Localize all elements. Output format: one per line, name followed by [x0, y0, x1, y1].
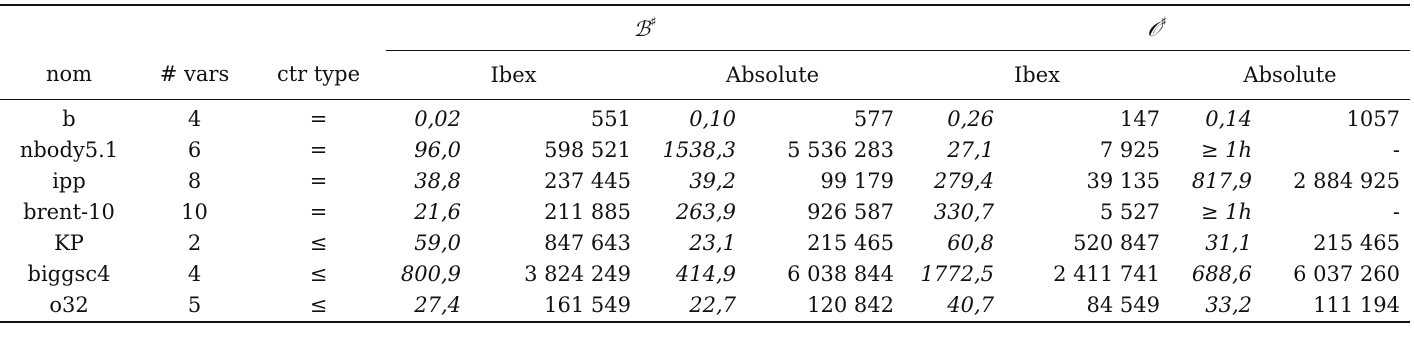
cell-b-ibex-nodes: 211 885 — [544, 200, 631, 224]
group-b-sharp: ♯ — [650, 15, 657, 30]
cell-b-ibex-time: 59,0 — [414, 231, 461, 255]
cell-o-ibex-time: 330,7 — [933, 200, 994, 224]
cell-o-abs-time: 31,1 — [1205, 231, 1252, 255]
col-header-nom: nom — [0, 51, 138, 100]
group-o-sharp: ♯ — [1160, 15, 1167, 30]
cell-vars: 10 — [181, 200, 208, 224]
cell-b-ibex-nodes: 161 549 — [489, 290, 641, 322]
cell-b-ibex-time: 96,0 — [414, 138, 461, 162]
cell-o-abs-time: 33,2 — [1170, 290, 1280, 322]
cell-nom: brent-10 — [23, 200, 115, 224]
cell-ctr-type: = — [309, 200, 328, 224]
cell-vars: 2 — [187, 231, 202, 255]
cell-o-ibex-nodes: 84 549 — [1022, 290, 1170, 322]
cell-o-abs-time: ≥ 1h — [1200, 200, 1252, 224]
cell-o-abs-nodes: 215 465 — [1313, 231, 1400, 255]
cell-o-abs-nodes: 111 194 — [1280, 290, 1410, 322]
cell-b-abs-nodes: 926 587 — [807, 200, 894, 224]
cell-b-abs-nodes: 99 179 — [820, 169, 894, 193]
cell-nom: b — [62, 107, 76, 131]
cell-vars: 8 — [187, 169, 202, 193]
table-row — [0, 166, 1410, 197]
cell-ctr-type: = — [309, 138, 328, 162]
cell-b-abs-nodes: 120 842 — [764, 290, 904, 322]
cell-vars: 5 — [138, 290, 251, 322]
cell-ctr-type: ≤ — [251, 290, 386, 322]
cell-o-ibex-time: 279,4 — [933, 169, 994, 193]
group-b-symbol: ℬ — [633, 17, 651, 41]
cell-b-ibex-time: 38,8 — [414, 169, 461, 193]
cell-b-ibex-time: 27,4 — [386, 290, 489, 322]
table-row — [0, 259, 1410, 290]
table-row — [0, 290, 1410, 322]
cell-vars: 4 — [187, 262, 202, 286]
cell-vars: 6 — [187, 138, 202, 162]
cell-b-ibex-nodes: 598 521 — [544, 138, 631, 162]
cell-nom: KP — [54, 231, 84, 255]
cell-b-ibex-nodes: 237 445 — [544, 169, 631, 193]
cell-b-ibex-time: 800,9 — [400, 262, 461, 286]
cell-o-abs-nodes: 6 037 260 — [1293, 262, 1400, 286]
col-header-o-absolute: Absolute — [1170, 51, 1410, 100]
header-sub-row — [0, 51, 1410, 100]
cell-ctr-type: = — [309, 107, 328, 131]
cell-o-abs-time: 817,9 — [1191, 169, 1252, 193]
table-row — [0, 228, 1410, 259]
cell-b-ibex-time: 21,6 — [414, 200, 461, 224]
cell-o-abs-nodes: - — [1392, 200, 1400, 224]
cell-o-ibex-time: 1772,5 — [920, 262, 994, 286]
cell-b-abs-nodes: 577 — [853, 107, 894, 131]
cell-o-ibex-time: 0,26 — [947, 107, 994, 131]
cell-b-abs-time: 0,10 — [689, 107, 736, 131]
col-header-ctr-type: ctr type — [251, 51, 386, 100]
cell-o-ibex-nodes: 147 — [1119, 107, 1160, 131]
header-group-row — [0, 5, 1410, 51]
cell-o-ibex-time: 40,7 — [904, 290, 1022, 322]
results-table — [0, 4, 1410, 323]
cell-b-abs-time: 39,2 — [689, 169, 736, 193]
cell-o-abs-nodes: 2 884 925 — [1293, 169, 1400, 193]
table-row — [0, 100, 1410, 136]
cell-nom: ipp — [52, 169, 86, 193]
cell-vars: 4 — [187, 107, 202, 131]
cell-ctr-type: ≤ — [309, 231, 328, 255]
table-row — [0, 135, 1410, 166]
cell-ctr-type: = — [309, 169, 328, 193]
cell-b-ibex-time: 0,02 — [414, 107, 461, 131]
cell-nom: nbody5.1 — [19, 138, 119, 162]
cell-o-abs-nodes: - — [1392, 138, 1400, 162]
group-header-b — [386, 5, 904, 51]
cell-b-ibex-nodes: 847 643 — [544, 231, 631, 255]
cell-b-abs-time: 22,7 — [641, 290, 764, 322]
col-header-vars: # vars — [138, 51, 251, 100]
cell-o-abs-time: 688,6 — [1191, 262, 1252, 286]
cell-b-abs-time: 23,1 — [689, 231, 736, 255]
cell-b-abs-time: 263,9 — [675, 200, 736, 224]
col-header-b-ibex: Ibex — [386, 51, 641, 100]
cell-o-ibex-nodes: 39 135 — [1086, 169, 1160, 193]
cell-o-ibex-nodes: 7 925 — [1099, 138, 1160, 162]
cell-o-ibex-nodes: 2 411 741 — [1053, 262, 1160, 286]
cell-b-ibex-nodes: 551 — [590, 107, 631, 131]
cell-o-ibex-time: 27,1 — [947, 138, 994, 162]
cell-b-abs-time: 1538,3 — [662, 138, 736, 162]
cell-nom: o32 — [0, 290, 138, 322]
cell-b-abs-time: 414,9 — [675, 262, 736, 286]
cell-nom: biggsc4 — [27, 262, 111, 286]
col-header-b-absolute: Absolute — [641, 51, 904, 100]
table-row — [0, 197, 1410, 228]
group-o-symbol: 𝒪 — [1147, 17, 1161, 41]
cell-o-abs-time: ≥ 1h — [1200, 138, 1252, 162]
cell-o-ibex-nodes: 5 527 — [1099, 200, 1160, 224]
cell-b-abs-nodes: 5 536 283 — [787, 138, 894, 162]
cell-o-abs-time: 0,14 — [1205, 107, 1252, 131]
cell-o-abs-nodes: 1057 — [1346, 107, 1400, 131]
cell-b-abs-nodes: 6 038 844 — [787, 262, 894, 286]
col-header-o-ibex: Ibex — [904, 51, 1170, 100]
cell-o-ibex-nodes: 520 847 — [1073, 231, 1160, 255]
cell-ctr-type: ≤ — [309, 262, 328, 286]
cell-o-ibex-time: 60,8 — [947, 231, 994, 255]
cell-b-abs-nodes: 215 465 — [807, 231, 894, 255]
group-header-o — [904, 5, 1410, 51]
cell-b-ibex-nodes: 3 824 249 — [524, 262, 631, 286]
